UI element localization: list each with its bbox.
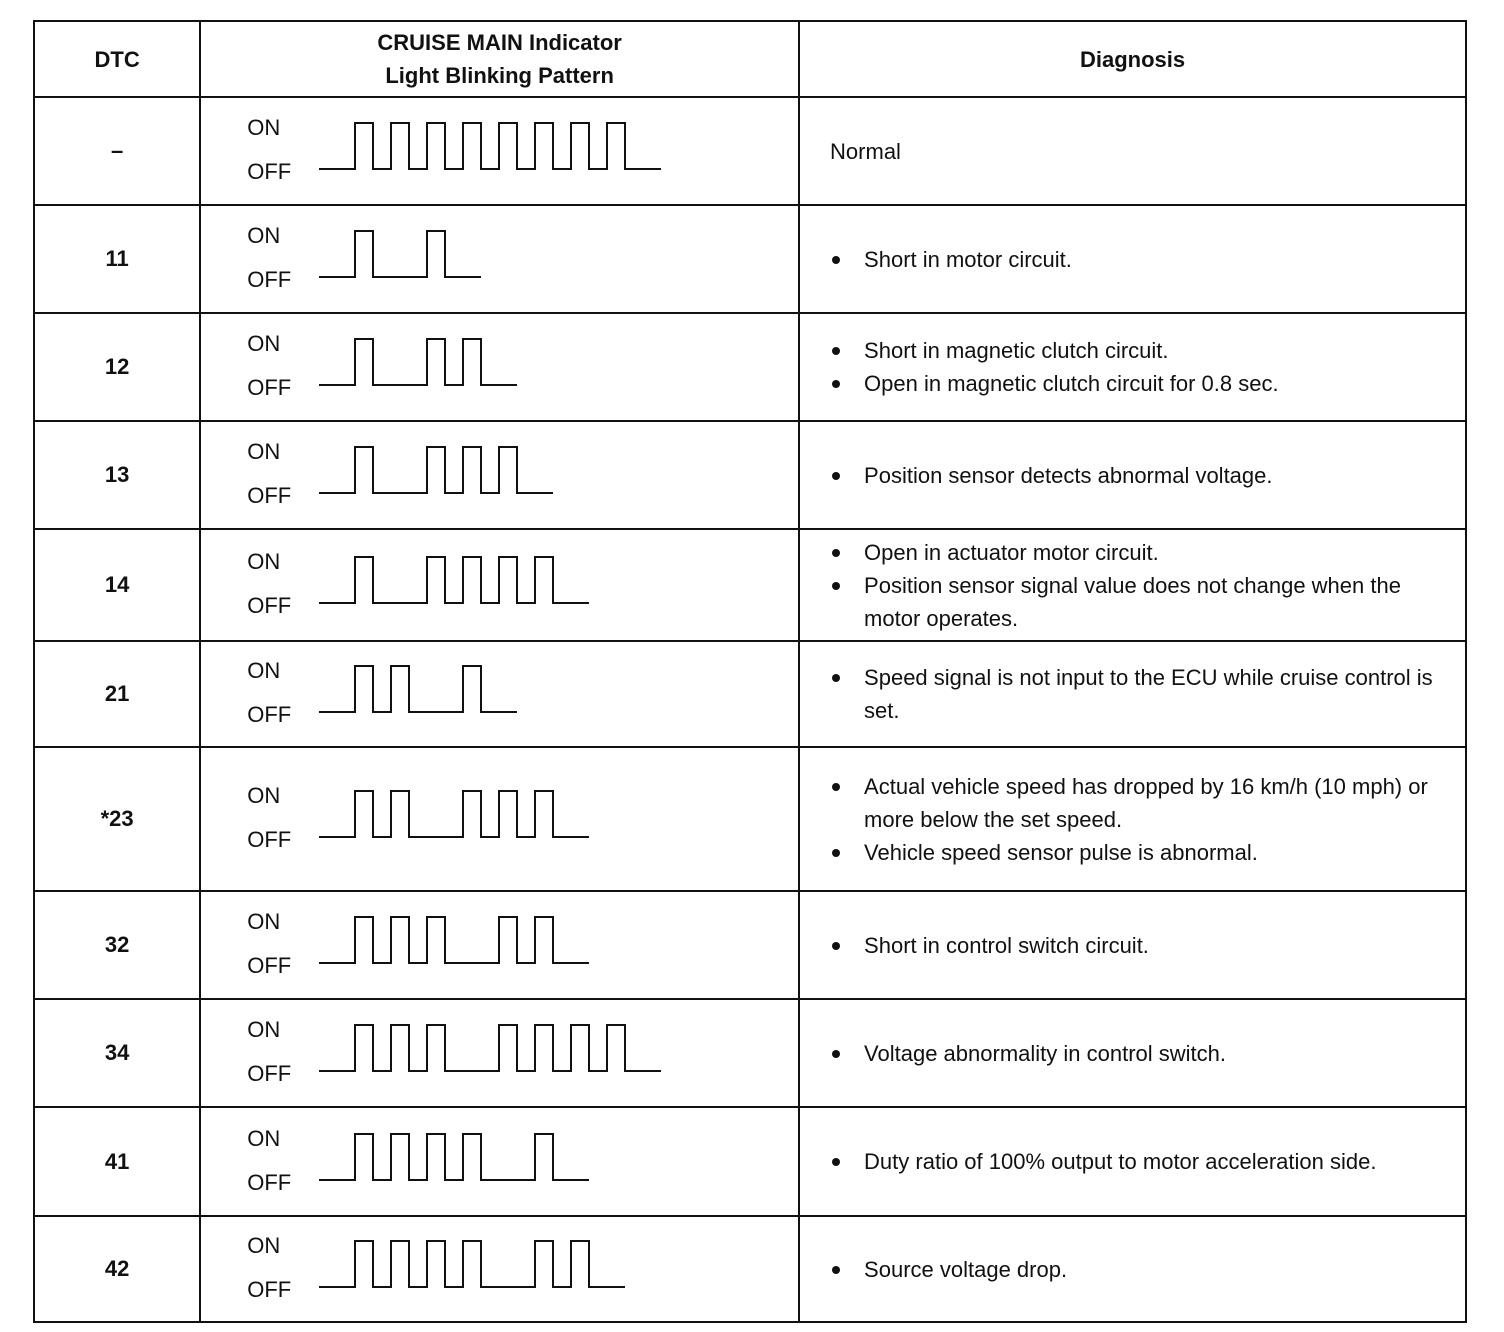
waveform-line [319, 447, 553, 493]
blink-pattern [201, 1217, 798, 1321]
blink-waveform [319, 121, 661, 173]
dtc-code: 34 [34, 999, 200, 1107]
blink-pattern-cell [200, 747, 799, 891]
diagnosis-cell [799, 999, 1466, 1107]
blink-waveform [319, 1023, 661, 1075]
blink-pattern-cell [200, 421, 799, 529]
table-row [34, 641, 1466, 747]
on-label: ON [247, 783, 281, 808]
dtc-code: 14 [34, 529, 200, 641]
blink-pattern-cell [200, 205, 799, 313]
dtc-code: 13 [34, 421, 200, 529]
diagnosis-list [830, 661, 1455, 727]
waveform-line [319, 1134, 589, 1180]
diagnosis-cell [799, 529, 1466, 641]
table-row [34, 747, 1466, 891]
dtc-code: 42 [34, 1216, 200, 1322]
diagnosis-item: Actual vehicle speed has dropped by 16 km/h (10 mph) or more below the set speed. [830, 770, 1455, 836]
table-row [34, 205, 1466, 313]
waveform-line [319, 1241, 625, 1287]
diagnosis-item: Short in magnetic clutch circuit. [830, 334, 1455, 367]
header-pattern-line1: CRUISE MAIN Indicator [377, 30, 622, 55]
on-label: ON [247, 1125, 281, 1151]
diagnosis-item: Open in actuator motor circuit. [830, 536, 1455, 569]
header-dtc: DTC [34, 21, 200, 97]
diagnosis-cell [799, 1216, 1466, 1322]
waveform-line [319, 339, 517, 385]
blink-pattern-cell [200, 1107, 799, 1216]
dtc-table [33, 20, 1467, 1323]
diagnosis-list [830, 243, 1455, 276]
diagnosis-list [830, 770, 1455, 869]
off-label: OFF [247, 593, 292, 618]
table-body [34, 97, 1466, 1322]
dtc-code: – [34, 97, 200, 205]
blink-pattern-cell [200, 641, 799, 747]
off-label: OFF [247, 159, 292, 184]
dtc-code: *23 [34, 747, 200, 891]
blink-pattern [201, 530, 798, 640]
off-label: OFF [247, 953, 292, 978]
diagnosis-list [830, 459, 1455, 492]
on-label: ON [247, 331, 281, 356]
dtc-code: 11 [34, 205, 200, 313]
blink-waveform [319, 229, 481, 281]
blink-waveform [319, 1239, 625, 1291]
off-label: OFF [247, 483, 292, 508]
waveform-line [319, 917, 589, 963]
header-diagnosis: Diagnosis [799, 21, 1466, 97]
table-row [34, 97, 1466, 205]
table-row [34, 891, 1466, 999]
diagnosis-cell [799, 747, 1466, 891]
blink-pattern [201, 422, 798, 528]
dtc-code: 21 [34, 641, 200, 747]
blink-waveform [319, 445, 553, 497]
blink-pattern [201, 206, 798, 312]
waveform-line [319, 666, 517, 712]
diagnosis-text: Normal [830, 138, 901, 164]
on-label: ON [247, 658, 281, 683]
diagnosis-item: Short in control switch circuit. [830, 929, 1455, 962]
blink-waveform [319, 1132, 589, 1184]
diagnosis-list [830, 536, 1455, 635]
diagnosis-cell [799, 641, 1466, 747]
blink-pattern-cell [200, 999, 799, 1107]
blink-pattern [201, 892, 798, 998]
diagnosis-cell [799, 421, 1466, 529]
dtc-code: 41 [34, 1107, 200, 1216]
blink-pattern-cell [200, 529, 799, 641]
waveform-line [319, 231, 481, 277]
diagnosis-cell [799, 313, 1466, 421]
on-label: ON [247, 439, 281, 464]
blink-pattern [201, 98, 798, 204]
off-label: OFF [247, 375, 292, 400]
diagnosis-item: Source voltage drop. [830, 1253, 1455, 1286]
blink-pattern-cell [200, 313, 799, 421]
diagnosis-item: Position sensor detects abnormal voltage. [830, 459, 1455, 492]
off-label: OFF [247, 702, 292, 727]
dtc-code: 12 [34, 313, 200, 421]
diagnosis-item: Short in motor circuit. [830, 243, 1455, 276]
waveform-line [319, 1025, 661, 1071]
diagnosis-item: Open in magnetic clutch circuit for 0.8 sec. [830, 367, 1455, 400]
diagnosis-list [830, 1037, 1455, 1070]
diagnosis-cell [799, 205, 1466, 313]
on-label: ON [247, 1233, 281, 1258]
blink-pattern [201, 748, 798, 890]
table-row [34, 313, 1466, 421]
blink-pattern [201, 642, 798, 746]
diagnosis-list [830, 1145, 1455, 1178]
blink-pattern [201, 314, 798, 420]
off-label: OFF [247, 1277, 292, 1302]
diagnosis-list [830, 929, 1455, 962]
blink-pattern [201, 1108, 798, 1215]
diagnosis-item: Duty ratio of 100% output to motor acceleration side. [830, 1145, 1455, 1178]
off-label: OFF [247, 267, 292, 292]
diagnosis-cell [799, 1107, 1466, 1216]
on-label: ON [247, 115, 281, 140]
table-row [34, 1107, 1466, 1216]
diagnosis-item: Vehicle speed sensor pulse is abnormal. [830, 836, 1455, 869]
header-pattern-line2: Light Blinking Pattern [385, 63, 614, 88]
blink-waveform [319, 664, 517, 716]
blink-waveform [319, 337, 517, 389]
blink-waveform [319, 789, 589, 841]
table-row [34, 529, 1466, 641]
dtc-code: 32 [34, 891, 200, 999]
diagnosis-cell [799, 891, 1466, 999]
off-label: OFF [247, 1061, 292, 1086]
on-label: ON [247, 549, 281, 574]
diagnosis-item: Speed signal is not input to the ECU while cruise control is set. [830, 661, 1455, 727]
diagnosis-cell [799, 97, 1466, 205]
blink-waveform [319, 555, 589, 607]
off-label: OFF [247, 1169, 292, 1195]
blink-pattern-cell [200, 891, 799, 999]
diagnosis-list [830, 334, 1455, 400]
waveform-line [319, 123, 661, 169]
off-label: OFF [247, 827, 292, 852]
table-row [34, 421, 1466, 529]
waveform-line [319, 557, 589, 603]
table-row [34, 1216, 1466, 1322]
blink-waveform [319, 915, 589, 967]
diagnosis-item: Voltage abnormality in control switch. [830, 1037, 1455, 1070]
diagnosis-list [830, 1253, 1455, 1286]
on-label: ON [247, 1017, 281, 1042]
blink-pattern-cell [200, 1216, 799, 1322]
waveform-line [319, 791, 589, 837]
blink-pattern-cell [200, 97, 799, 205]
table-row [34, 999, 1466, 1107]
on-label: ON [247, 223, 281, 248]
header-row [34, 21, 1466, 97]
on-label: ON [247, 909, 281, 934]
blink-pattern [201, 1000, 798, 1106]
header-pattern [200, 21, 799, 97]
diagnosis-item: Position sensor signal value does not change when the motor operates. [830, 569, 1455, 635]
